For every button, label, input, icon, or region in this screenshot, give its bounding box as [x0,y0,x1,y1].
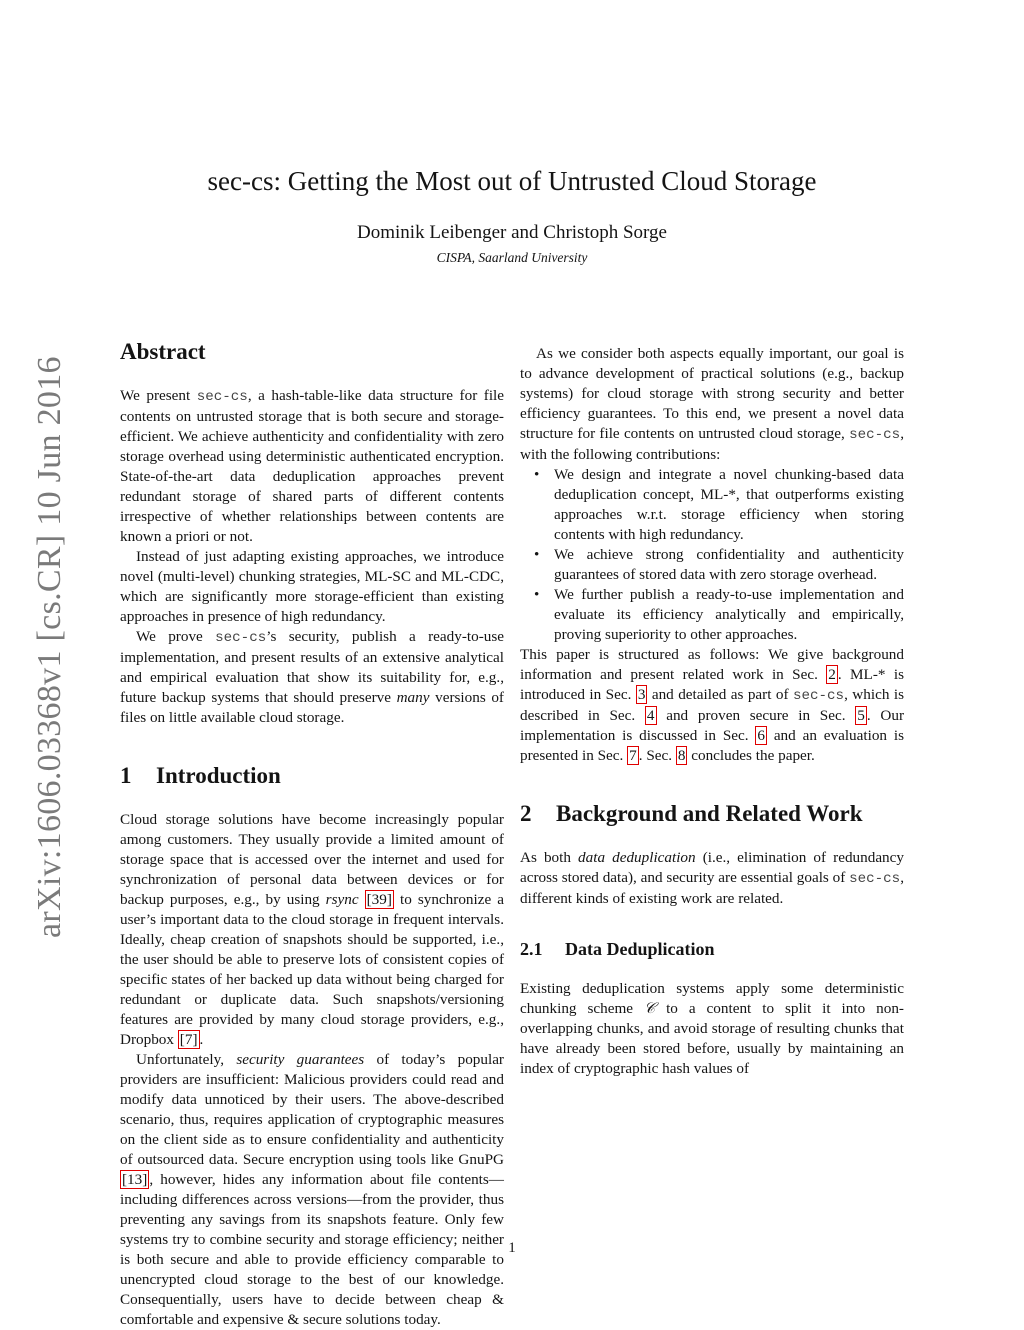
paper-structure-paragraph: This paper is structured as follows: We give background information and present related work in Sec. 2 . ML-* is introduced in Sec. 3 and detailed as part of sec-cs, which is described in Sec. 4 and proven secure in Sec. 5 . Our implementation is discussed in Sec. 6 and an evaluation is presented in Sec. 7 . Sec. 8 concludes the paper. [520,646,904,764]
section-reference-link[interactable]: 8 [677,747,686,764]
data-deduplication-paragraph-1: Existing deduplication systems apply some deterministic chunking scheme 𝒞 to a content to split it into non-overlapping chunks, and avoid storage of resulting chunks that have already been stored before, usually by maintaining an index of cryptographic hash values of [520,980,904,1077]
contribution-item: • We achieve strong confidentiality and authenticity guarantees of stored data with zero storage overhead. [554,545,904,585]
introduction-paragraph-3: As we consider both aspects equally important, our goal is to advance development of practical solutions (e.g., backup systems) for cloud storage with strong security and better efficiency guarantees. To this end, we present a novel data structure for file contents on untrusted cloud storage, sec-cs, with the following contributions: [520,345,904,463]
chunking-scheme-symbol: 𝒞 [644,1000,656,1017]
introduction-paragraph-2: Unfortunately, security guarantees of today’s popular providers are insufficient: Malicious providers could read and modify data unnoticed by their users. The above-described scenario, thus, requires application of cryptographic measures on the client side as to ensure confidentiality and authenticity of outsourced data. Secure encryption using tools like GnuPG [13] , however, hides any information about file contents—including differences across versions—from the provider, thus preventing any savings from its snapshots feature. Only few systems try to combine security and storage efficiency; neither is both secure and able to provide efficiency comparable to unencrypted cloud storage to the best of our knowledge. Consequentially, users have to decide between cheap & comfortable and expensive & secure solutions today. [120,1051,504,1328]
abstract-heading: Abstract [120,339,206,364]
arxiv-identifier-stamp: arXiv:1606.03368v1 [cs.CR] 10 Jun 2016 [31,356,68,938]
contribution-item: • We further publish a ready-to-use implementation and evaluate its efficiency analytically and empirically, proving superiority to other approaches. [554,585,904,645]
right-column [520,344,904,1079]
abstract-paragraph-2: Instead of just adapting existing approaches, we introduce novel (multi-level) chunking strategies, ML-SC and ML-CDC, which are significantly more storage-efficient than existing approaches in presence of high redundancy. [120,548,504,625]
abstract-paragraph-1: We present sec-cs, a hash-table-like data structure for file contents on untrusted storage that is both secure and storage-efficient. We achieve authenticity and confidentiality with zero storage overhead using deterministic authenticated encryption. State-of-the-art data deduplication approaches prevent redundant storage of shared parts of different contents irrespective of whether relationships between contents are known a priori or not. [120,387,505,545]
sec-cs-code: sec-cs [215,630,267,646]
section-reference-link[interactable]: 6 [757,727,765,744]
contribution-item: • We design and integrate a novel chunking-based data deduplication concept, ML-*, that outperforms existing approaches w.r.t. storage efficiency when storing contents with high redundancy. [554,465,904,545]
contributions-list [520,465,904,645]
introduction-heading: 1 Introduction [120,763,281,788]
citation-link[interactable]: [7] [179,1031,198,1048]
left-column [120,338,504,1330]
author-list: Dominik Leibenger and Christoph Sorge [357,222,667,243]
section-reference-link[interactable]: 7 [629,747,637,764]
section-reference-link[interactable]: 5 [857,707,865,724]
data-deduplication-heading: 2.1 Data Deduplication [520,939,715,959]
section-reference-link[interactable]: 3 [637,686,646,703]
sec-cs-code: sec-cs [849,871,901,887]
author-affiliation: CISPA, Saarland University [436,250,588,265]
citation-link[interactable]: [39] [366,891,392,908]
background-heading: 2 Background and Related Work [520,801,863,826]
sec-cs-code: sec-cs [792,688,845,704]
abstract-paragraph-3: We prove sec-cs’s security, publish a ready-to-use implementation, and present results of an extensive analytical and empirical evaluation that show its suitability for, e.g., future backup systems that should preserve many versions of files on little available cloud storage. [120,628,504,726]
background-paragraph-1: As both data deduplication (i.e., elimination of redundancy across stored data), and security are essential goals of sec-cs, different kinds of existing work are related. [520,849,904,907]
introduction-paragraph-1: Cloud storage solutions have become increasingly popular among customers. They usually provide a limited amount of storage space that is accessed over the internet and used for synchronization of personal data between devices or for backup purposes, e.g., by using rsync [39] to synchronize a user’s important data to the cloud storage in frequent intervals. Ideally, cheap creation of snapshots should be supported, i.e., the user should be able to preserve lots of consistent copies of specific states of her backed up data without being charged for redundant or duplicate data. Such snapshots/versioning features are provided by many cloud storage providers, e.g., Dropbox [7] . [120,811,504,1048]
sec-cs-code: sec-cs [196,389,248,405]
page-number: 1 [508,1240,516,1256]
section-reference-link[interactable]: 4 [646,707,655,724]
citation-link[interactable]: [13] [122,1171,148,1188]
sec-cs-code: sec-cs [849,427,901,443]
paper-title: sec-cs: Getting the Most out of Untrusted Cloud Storage [207,166,817,196]
section-reference-link[interactable]: 2 [828,666,836,683]
